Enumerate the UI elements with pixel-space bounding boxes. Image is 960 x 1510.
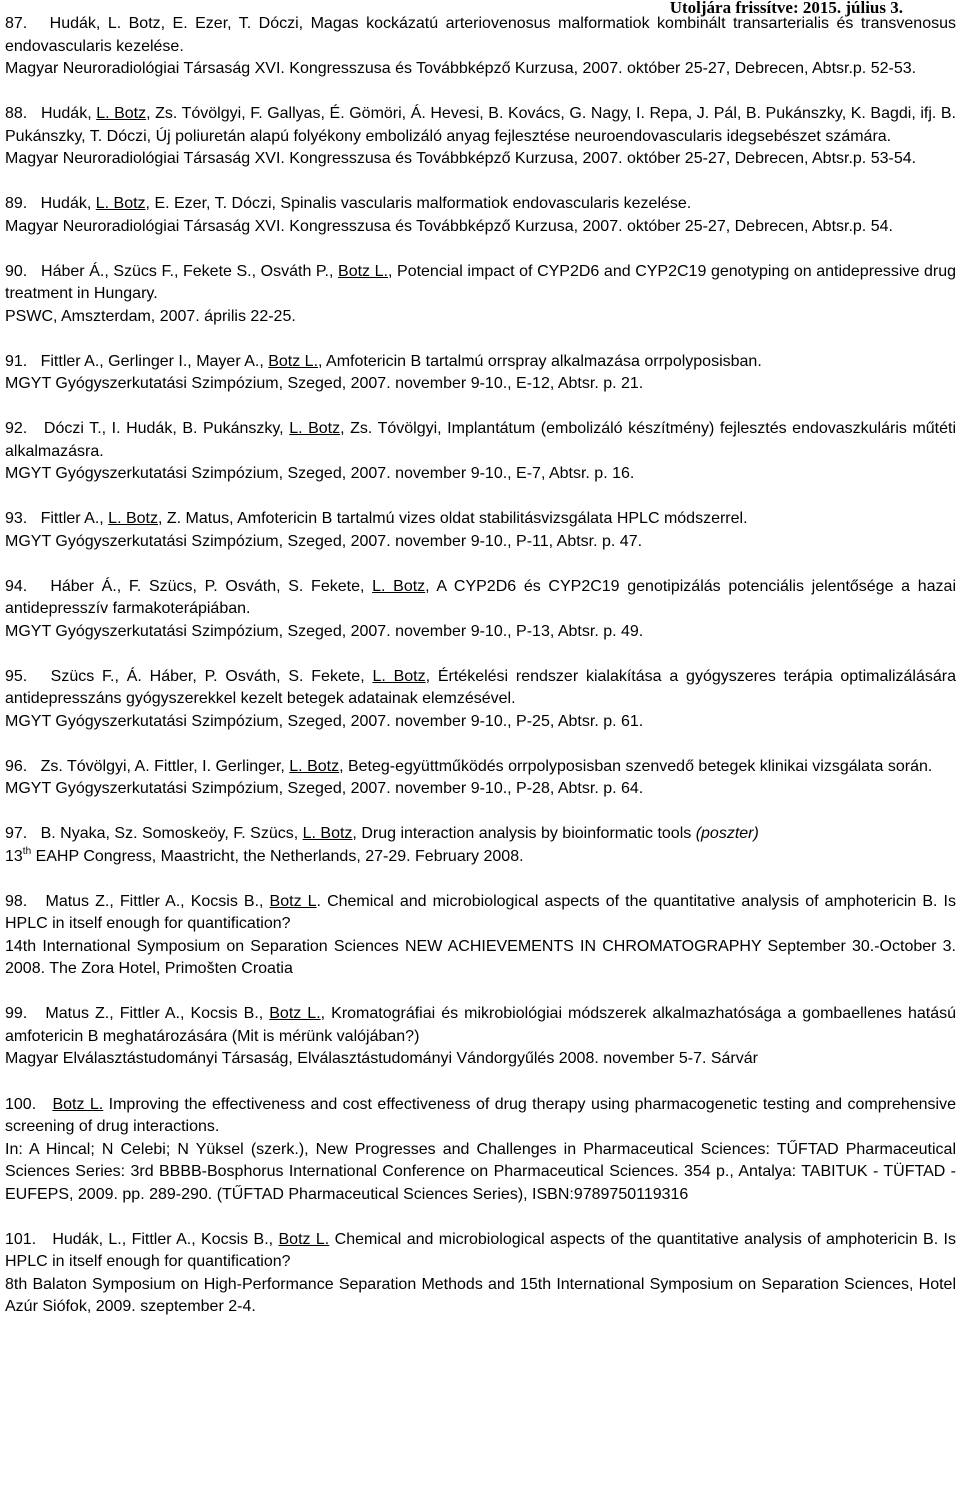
publication-89	[5, 193, 956, 238]
item-number: 99.	[5, 1005, 28, 1022]
publication-title	[5, 508, 956, 531]
botz-author: Botz L.	[278, 1230, 330, 1248]
publication-title	[5, 891, 956, 936]
publication-87	[5, 13, 956, 81]
botz-author: Botz L.	[268, 352, 319, 370]
publication-venue: 14th International Symposium on Separation Sciences NEW ACHIEVEMENTS IN CHROMATOGRAPHY September 30.-October 3. 2008. The Zora Hotel, Primošten Croatia	[5, 937, 956, 977]
item-number: 98.	[5, 892, 28, 910]
publication-title	[5, 193, 956, 216]
publication-96	[5, 756, 956, 801]
publication-title	[5, 13, 956, 58]
publication-venue: MGYT Gyógyszerkutatási Szimpózium, Szeged, 2007. november 9-10., P-13, Abtsr. p. 49.	[5, 622, 644, 640]
ordinal-suffix: th	[22, 845, 32, 857]
item-number: 88.	[5, 105, 28, 122]
botz-author: Botz L.	[52, 1095, 104, 1113]
publication-101	[5, 1229, 956, 1319]
botz-author: Botz L.	[269, 1005, 321, 1022]
authors-post: Improving the effectiveness and cost effectiveness of drug therapy using pharmacogenetic testing and comprehensive screening of drug interactions.	[5, 1095, 957, 1135]
publication-97	[5, 823, 956, 868]
item-number: 90.	[5, 262, 28, 280]
publication-100	[5, 1094, 956, 1207]
publication-98	[5, 891, 956, 981]
publication-venue: MGYT Gyógyszerkutatási Szimpózium, Szeged, 2007. november 9-10., E-7, Abtsr. p. 16.	[5, 465, 635, 482]
authors-pre: Matus Z., Fittler A., Kocsis B.,	[45, 1005, 270, 1022]
authors-post: , Potencial impact of CYP2D6 and CYP2C19 genotyping on antidepressive drug treatment in Hungary.	[5, 262, 957, 302]
publication-title	[5, 576, 956, 621]
botz-author: L. Botz,	[108, 510, 163, 527]
authors-post: , Amfotericin B tartalmú orrspray alkalmazása orrpolyposisban.	[318, 352, 762, 370]
authors-pre: Fittler A.,	[40, 510, 109, 527]
authors-pre: Matus Z., Fittler A., Kocsis B.,	[45, 892, 270, 910]
publication-title	[5, 261, 956, 306]
item-number: 100.	[5, 1095, 37, 1113]
item-number: 101.	[5, 1230, 37, 1248]
authors-post: , Értékelési rendszer kialakítása a gyógyszeres terápia optimalizálására antidepresszáns gyógyszerekkel kezelt betegek adatainak elemzésével.	[5, 667, 956, 707]
botz-author: L. Botz	[95, 195, 146, 212]
publication-title	[5, 1229, 956, 1274]
publication-95	[5, 666, 956, 734]
publication-title	[5, 756, 956, 779]
authors-pre: Hudák,	[40, 105, 97, 122]
publication-99	[5, 1003, 956, 1071]
item-number: 91.	[5, 352, 28, 370]
publication-title	[5, 418, 956, 463]
publication-title	[5, 351, 956, 374]
item-number: 89.	[5, 195, 28, 212]
publication-venue: PSWC, Amszterdam, 2007. április 22-25.	[5, 307, 296, 325]
botz-author: L. Botz	[372, 667, 426, 685]
publication-91	[5, 351, 956, 396]
botz-author: Botz L	[269, 892, 317, 910]
publication-title	[5, 823, 956, 846]
authors-pre: B. Nyaka, Sz. Somoskeöy, F. Szücs,	[40, 825, 303, 842]
authors-post: , Kromatográfiai és mikrobiológiai módszerek alkalmazhatósága a gombaellenes hatású amfotericin B meghatározására (Mit is mérünk valójában?)	[5, 1005, 956, 1045]
publication-title	[5, 1094, 956, 1139]
authors-post: . Chemical and microbiological aspects of the quantitative analysis of amphotericin B. Is HPLC in itself enough for quantification?	[5, 892, 956, 932]
last-updated-header: Utoljára frissítve: 2015. július 3.	[669, 0, 903, 17]
publication-title	[5, 103, 956, 148]
authors-pre: Háber Á., F. Szücs, P. Osváth, S. Fekete,	[50, 577, 373, 595]
item-number: 97.	[5, 825, 28, 842]
publication-list	[5, 13, 956, 1341]
botz-author: L. Botz	[96, 105, 147, 122]
publication-venue: 8th Balaton Symposium on High-Performance Separation Methods and 15th International Symposium on Separation Sciences, Hotel Azúr Siófok, 2009. szeptember 2-4.	[5, 1275, 956, 1315]
botz-author: L. Botz	[302, 825, 353, 842]
publication-94	[5, 576, 956, 644]
publication-92	[5, 418, 956, 486]
publication-venue: Magyar Neuroradiológiai Társaság XVI. Kongresszusa és Továbbképző Kurzusa, 2007. október 25-27, Debrecen, Abtsr.p. 53-54.	[5, 150, 917, 167]
publication-venue: MGYT Gyógyszerkutatási Szimpózium, Szeged, 2007. november 9-10., P-11, Abtsr. p. 47.	[5, 532, 643, 550]
publication-venue: Magyar Elválasztástudományi Társaság, Elválasztástudományi Vándorgyűlés 2008. november 5-7. Sárvár	[5, 1050, 758, 1067]
authors-pre: Háber Á., Szücs F., Fekete S., Osváth P.,	[41, 262, 339, 280]
authors-post: Chemical and microbiological aspects of the quantitative analysis of amphotericin B. Is HPLC in itself enough for quantification?	[5, 1230, 956, 1270]
item-number: 87.	[5, 15, 28, 32]
authors-post: , E. Ezer, T. Dóczi, Spinalis vascularis malformatiok endovascularis kezelése.	[145, 195, 692, 212]
venue-text: EAHP Congress, Maastricht, the Netherlands, 27-29. February 2008.	[31, 847, 524, 865]
item-number: 96.	[5, 757, 28, 775]
publication-88	[5, 103, 956, 171]
publication-venue: MGYT Gyógyszerkutatási Szimpózium, Szeged, 2007. november 9-10., E-12, Abtsr. p. 21.	[5, 375, 644, 392]
authors-post: Z. Matus, Amfotericin B tartalmú vizes oldat stabilitásvizsgálata HPLC módszerrel.	[162, 510, 748, 527]
authors-pre: Zs. Tóvölgyi, A. Fittler, I. Gerlinger,	[40, 757, 290, 775]
botz-author: Botz L.	[338, 262, 388, 280]
authors-post: , A CYP2D6 és CYP2C19 genotipizálás potenciális jelentősége a hazai antidepresszív farmakoterápiában.	[5, 577, 957, 617]
authors-pre: Hudák,	[40, 195, 96, 212]
publication-venue: Magyar Neuroradiológiai Társaság XVI. Kongresszusa és Továbbképző Kurzusa, 2007. október 25-27, Debrecen, Abtsr.p. 52-53.	[5, 60, 917, 77]
authors-post: , Drug interaction analysis by bioinformatic tools	[352, 825, 696, 842]
publication-venue: Magyar Neuroradiológiai Társaság XVI. Kongresszusa és Továbbképző Kurzusa, 2007. október 25-27, Debrecen, Abtsr.p. 54.	[5, 217, 893, 235]
item-number: 93.	[5, 510, 28, 527]
publication-venue: In: A Hincal; N Celebi; N Yüksel (szerk.), New Progresses and Challenges in Pharmaceutical Sciences: TŰFTAD Pharmaceutical Sciences Series: 3rd BBBB-Bosphorus International Conference on Pharmaceutical Sciences. 354 p., Antalya: TABITUK - TÜFTAD - EUFEPS, 2009. pp. 289-290. (TŰFTAD Pharmaceutical Sciences Series), ISBN:9789750119316	[5, 1140, 956, 1203]
authors-post: , Zs. Tóvölgyi, F. Gallyas, É. Gömöri, Á. Hevesi, B. Kovács, G. Nagy, I. Repa, J. Pál, B. Pukánszky, K. Bagdi, ifj. B. Pukánszky, T. Dóczi, Új poliuretán alapú folyékony embolizáló anyag fejlesztése neuroendovascularis idegsebészet számára.	[5, 105, 957, 145]
botz-author: L. Botz	[372, 577, 426, 595]
publication-venue	[5, 846, 956, 869]
venue-ordinal: 13	[5, 847, 23, 865]
authors-pre: Fittler A., Gerlinger I., Mayer A.,	[40, 352, 269, 370]
item-number: 95.	[5, 667, 28, 685]
authors-pre: Hudák, L., Fittler A., Kocsis B.,	[52, 1230, 279, 1248]
publication-title	[5, 1003, 956, 1048]
publication-title	[5, 666, 956, 711]
authors-pre: Dóczi T., I. Hudák, B. Pukánszky,	[43, 420, 290, 437]
publication-93	[5, 508, 956, 553]
item-number: 94.	[5, 577, 28, 595]
botz-author: L. Botz	[289, 420, 341, 437]
authors-post: , Zs. Tóvölgyi, Implantátum (embolizáló készítmény) fejlesztés endovaszkuláris műtéti alkalmazásra.	[5, 420, 957, 460]
publication-venue: MGYT Gyógyszerkutatási Szimpózium, Szeged, 2007. november 9-10., P-25, Abtsr. p. 61.	[5, 712, 644, 730]
authors-post: , Beteg-együttműködés orrpolyposisban szenvedő betegek klinikai vizsgálata során.	[339, 757, 933, 775]
authors-title: Hudák, L. Botz, E. Ezer, T. Dóczi, Magas kockázatú arteriovenosus malformatiok kombinált transarterialis és transvenosus endovascularis kezelése.	[5, 15, 957, 55]
publication-90	[5, 261, 956, 329]
botz-author: L. Botz	[289, 757, 340, 775]
publication-venue: MGYT Gyógyszerkutatási Szimpózium, Szeged, 2007. november 9-10., P-28, Abtsr. p. 64.	[5, 780, 644, 797]
authors-pre: Szücs F., Á. Háber, P. Osváth, S. Fekete,	[50, 667, 373, 685]
item-number: 92.	[5, 420, 28, 437]
poster-note: (poszter)	[695, 825, 759, 842]
